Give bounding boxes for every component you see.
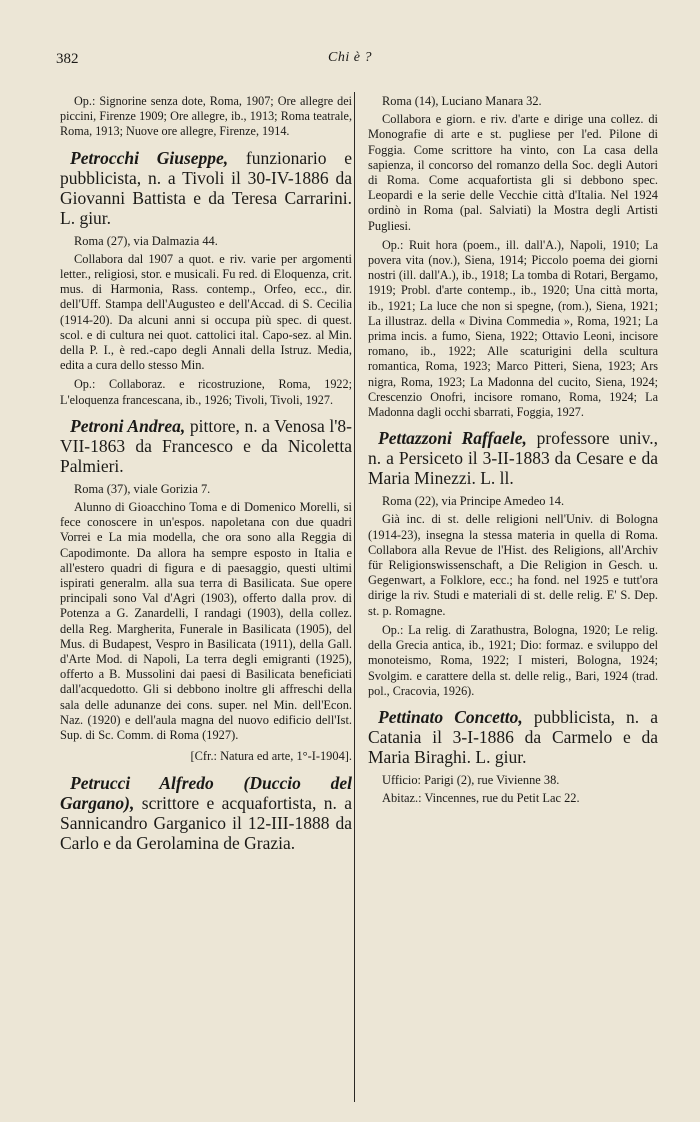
column-divider	[354, 92, 355, 1102]
entry-address: Roma (14), Luciano Manara 32.	[382, 94, 542, 108]
entry-heading	[60, 773, 352, 853]
entry-body: Già inc. di st. delle religioni nell'Univ. di Bologna (1914-23), insegna la stessa materia in quella di Roma. Collabora alla Revue de l'Hist. des Religions, all'Archiv für Religionswissenschaft, a Die Religion in Gesch. u. Gegenwart, a Folklore, ecc.; ha fond. nel 1925 e tutt'ora dirige la riv. Studi e materiali di st. delle relig. E' S. Dep. st. p. Romagne.	[368, 512, 658, 618]
entry-heading	[368, 428, 658, 488]
entry-name: Petroni Andrea,	[70, 415, 186, 436]
entry-residence: Abitaz.: Vincennes, rue du Petit Lac 22.	[382, 791, 580, 806]
entry-body: Collabora e giorn. e riv. d'arte e dirige una collez. di Monografie di arte e st. pugliese per l'ed. Pilone di Foggia. Come scrittore ha vinto, con La casa della sapienza, il concorso del romanzo della Soc. degli Autori di Roma. Come acquafortista gli si debbono spec. Leopardi e la serie delle Vecchie città d'Italia. Nel 1924 ordinò in Roma (pal. Salviati) la Mostra degli Artisti Pugliesi.	[368, 112, 658, 233]
op-list: Op.: Collaboraz. e ricostruzione, Roma, 1922; L'eloquenza francescana, ib., 1926; Tivoli, Tivoli, 1927.	[60, 377, 352, 407]
entry-name: Petrucci Alfredo (Duccio del Gargano),	[60, 772, 352, 813]
entry-summary: funzionario e pubblicista, n. a Tivoli il 30-IV-1886 da Giovanni Battista e da Teresa Carrarini. L. giur.	[60, 147, 352, 228]
entry-summary: pubblicista, n. a Catania il 3-I-1886 da Carmelo e da Maria Biraghi. L. giur.	[368, 706, 658, 767]
entry-body: Collabora dal 1907 a quot. e riv. varie per argomenti letter., religiosi, stor. e musicali. Fu red. di Eloquenza, crit. mus. di Harmonia, Rass. contemp., Orfeo, ecc., dir. dell'Uff. Stampa dell'Augusteo e dell'Accad. di S. Cecilia (1914-20). Da alcuni anni si occupa più spec. di quest. scol. e di cultura nei quot. cattolici ital. Capo-sez. al Min. della P. I., è red.-capo degli Annali della Istruz. Media, edita a cura dello stesso Min.	[60, 251, 352, 373]
entry-name: Petrocchi Giuseppe,	[70, 147, 229, 168]
entry-name: Pettazzoni Raffaele,	[378, 428, 527, 449]
running-title: Chi è ?	[328, 50, 372, 65]
entry-summary: pittore, n. a Venosa l'8-VII-1863 da Francesco e da Nicoletta Palmieri.	[60, 415, 352, 476]
entry-body: Alunno di Gioacchino Toma e di Domenico Morelli, si fece conoscere in un'espos. napoletana con due quadri Vorrei e La mia modella, che ora sono alla Reggia di Capodimonte. Da allora ha sempre esposto in Italia e all'estero quadri di figura e di paesaggio, questi ultimi ispirati generalm. alla sua terra di Basilicata. Sue opere principali sono Val d'Agri (1903), offerto dalla prov. di Potenza a G. Zanardelli, I randagi (1903), della collez. della Reg. Margherita, Funerale in Basilicata (1905), del Mus. di Budapest, Vespro in Basilicata (1911), della Gall. d'Arte Mod. di Napoli, La terra degli emigranti (1925), offerto a B. Mussolini dai paesi di Basilicata beneficiati dall'acquedotto. Gli si debbono inoltre gli affreschi della sala delle adunanze dei cons. super. nel Min. dell'Econ. Naz. (1920) e dell'aula magna del nuovo edificio dell'Ist. Sup. di Sc. Comm. di Roma (1927).	[60, 500, 352, 743]
entry-summary: scrittore e acquafortista, n. a Sannicandro Garganico il 12-III-1888 da Carlo e da Gerolamina de Grazia.	[60, 792, 352, 853]
entry-address: Roma (22), via Principe Amedeo 14.	[382, 494, 565, 509]
left-column	[60, 94, 352, 859]
entry-heading	[368, 707, 658, 767]
entry-name: Pettinato Concetto,	[378, 706, 523, 727]
cfr-reference: [Cfr.: Natura ed arte, 1°-I-1904].	[190, 749, 352, 764]
op-list: Op.: La relig. di Zarathustra, Bologna, 1920; Le relig. della Grecia antica, ib., 1921; Dio: formaz. e sviluppo del monoteismo, Roma, 1922; I misteri, Bologna, 1924; Svolgim. e carattere della st. delle relig., Bari, 1924 (trad. pol., Cracovia, 1926).	[368, 622, 658, 698]
entry-heading	[60, 416, 352, 476]
entry-heading	[60, 148, 352, 228]
page-number: 382	[56, 51, 79, 67]
entry-office: Ufficio: Parigi (2), rue Vivienne 38.	[382, 772, 560, 787]
right-column	[368, 94, 658, 809]
entry-address: Roma (27), via Dalmazia 44.	[74, 233, 218, 248]
entry-address: Roma (37), viale Gorizia 7.	[74, 481, 211, 496]
entry-summary: professore univ., n. a Persiceto il 3-II-1883 da Cesare e da Maria Minezzi. L. ll.	[368, 428, 658, 489]
op-list: Op.: Signorine senza dote, Roma, 1907; Ore allegre dei piccini, Firenze 1909; Ore allegre, ib., 1913; Roma teatrale, Roma, 1913; Nuove ore allegre, Firenze, 1914.	[60, 94, 352, 139]
op-list: Op.: Ruit hora (poem., ill. dall'A.), Napoli, 1910; La povera vita (nov.), Siena, 1914; Piccolo poema dei giorni nostri (ill. dall'A.), ib., 1918; La tomba di Rotari, Bergamo, 1919; Probl. d'arte contemp., ib., 1920; Una città morta, ib., 1921; La luce che non si spegne, (rom.), Siena, 1921; La illustraz. della « Divina Commedia », Roma, 1921; La prima incis. a fumo, Siena, 1922; Ottavio Leoni, incisore romano, ib., 1922; Alle scaturigini della scultura romantica, Roma, 1923; Marco Pitteri, Siena, 1923; Ars nigra, Roma, 1923; La Madonna del cucito, Siena, 1924; Crescenzio Onofri, incisore romano, Roma, 1924; La Madonna dagli occhi sbarrati, Foggia, 1927.	[368, 237, 658, 420]
